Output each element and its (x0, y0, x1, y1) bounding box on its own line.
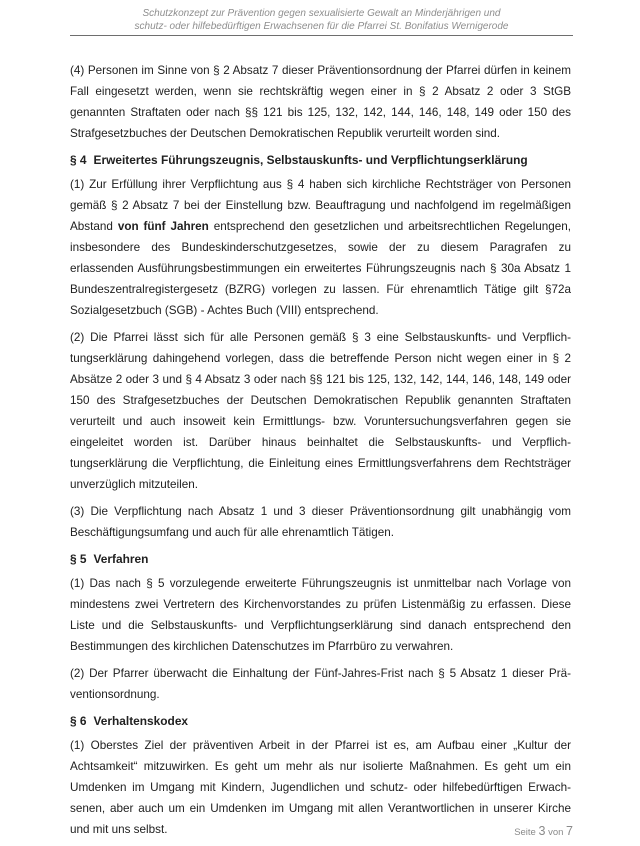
paragraph: (1) Oberstes Ziel der präventiven Arbeit in der Pfarrei ist es, am Aufbau einer „Kultur der Achtsamkeit“ mitzuwirken. Es geht um mehr als nur isolierte Maßnahmen. Es geht um ein Umdenken im Umgang mit Kindern, Jugendlichen und schutz- oder hilfebedürftigen Erwachsenen, aber auch um ein Umdenken im Umgang mit allen Verantwortlichen in unserer Kirche und mit uns selbst. (70, 739, 571, 836)
footer-of-label: von (548, 827, 564, 838)
footer-total-pages: 7 (566, 824, 573, 838)
footer-page-number: 3 (538, 824, 546, 838)
document-body (70, 60, 571, 846)
paragraph: (1) Das nach § 5 vorzulegende erweiterte Führungszeugnis ist unmittelbar nach Vorlage von mindestens zwei Vertretern des Kirchenvorstandes zu prüfen Listenmäßig zu erfassen. Diese Liste und die Selbstauskunfts- und Verpflichtungserklärung sind danach entsprechend den Bestimmungen des kirchlichen Datenschutzes im Pfarrbüro zu verwahren. (70, 577, 571, 653)
bold-text: von fünf Jahren (117, 220, 209, 233)
section-heading (70, 150, 571, 171)
footer-page-label: Seite (514, 827, 536, 838)
section-number: § 5 (70, 552, 87, 566)
section-heading (70, 711, 571, 732)
paragraph: (1) Zur Erfüllung ihrer Verpflichtung aus § 4 haben sich kirchliche Rechtsträger von Personen gemäß § 2 Absatz 7 bei der Einstellung bzw. Beauftragung und nachfolgend im regelmäßigen Abstand von fünf Jahren entsprechend den gesetzlichen und arbeitsrechtlichen Regelungen, insbesondere des Bundeskinderschutzgesetzes, sowie der zu diesem Paragrafen zu erlassenden Ausführungsbestimmungen ein erweitertes Führungszeugnis nach § 30a Absatz 1 Bundeszentralregistergesetz (BZRG) vorlegen zu lassen. Für ehrenamtlich Tätige gilt §72a Sozialgesetzbuch (SGB) - Achtes Buch (VIII) entsprechend. (70, 178, 571, 317)
paragraph: (2) Der Pfarrer überwacht die Einhaltung der Fünf-Jahres-Frist nach § 5 Absatz 1 dieser Präventionsordnung. (70, 667, 571, 701)
section-title: Verhaltenskodex (93, 714, 189, 728)
page-header (70, 0, 573, 36)
page-footer (70, 824, 573, 840)
header-line-2: schutz- oder hilfebedürftigen Erwachsenen für die Pfarrei St. Bonifatius Wernigerode (134, 21, 509, 32)
header-line-1: Schutzkonzept zur Prävention gegen sexualisierte Gewalt an Minderjährigen und (142, 8, 501, 19)
section-number: § 4 (70, 153, 87, 167)
section-title: Verfahren (93, 552, 149, 566)
section-title: Erweitertes Führungszeugnis, Selbstauskunfts- und Verpflichtungserklärung (93, 153, 528, 167)
section-number: § 6 (70, 714, 87, 728)
paragraph: (2) Die Pfarrei lässt sich für alle Personen gemäß § 3 eine Selbstauskunfts- und Verpflichtungserklärung dahingehend vorlegen, dass die betreffende Person nicht wegen einer in § 2 Absätze 2 oder 3 und § 4 Absatz 3 oder nach §§ 121 bis 125, 132, 142, 144, 146, 148, 149 oder 150 des Strafgesetzbuches der Deutschen Demokratischen Republik genannten Straftaten verurteilt und auch insoweit kein Ermittlungs- bzw. Voruntersuchungsverfahren gegen sie eingeleitet worden ist. Darüber hinaus beinhaltet die Selbstauskunfts- und Verpflichtungserklärung die Verpflichtung, die Einleitung eines Ermittlungsverfahrens dem Rechtsträger unverzüglich mitzuteilen. (70, 331, 571, 491)
paragraph: (4) Personen im Sinne von § 2 Absatz 7 dieser Präventionsordnung der Pfarrei dürfen in keinem Fall eingesetzt werden, wenn sie rechtskräftig wegen einer in § 2 Absatz 2 oder 3 StGB genannten Straftaten oder nach §§ 121 bis 125, 132, 142, 144, 146, 148, 149 oder 150 des Strafgesetzbuches der Deutschen Demokratischen Republik verurteilt worden sind. (70, 64, 571, 140)
paragraph: (3) Die Verpflichtung nach Absatz 1 und 3 dieser Präventionsordnung gilt unabhängig vom Beschäftigungsumfang und auch für alle ehrenamtlich Tätigen. (70, 505, 571, 539)
section-heading (70, 549, 571, 570)
